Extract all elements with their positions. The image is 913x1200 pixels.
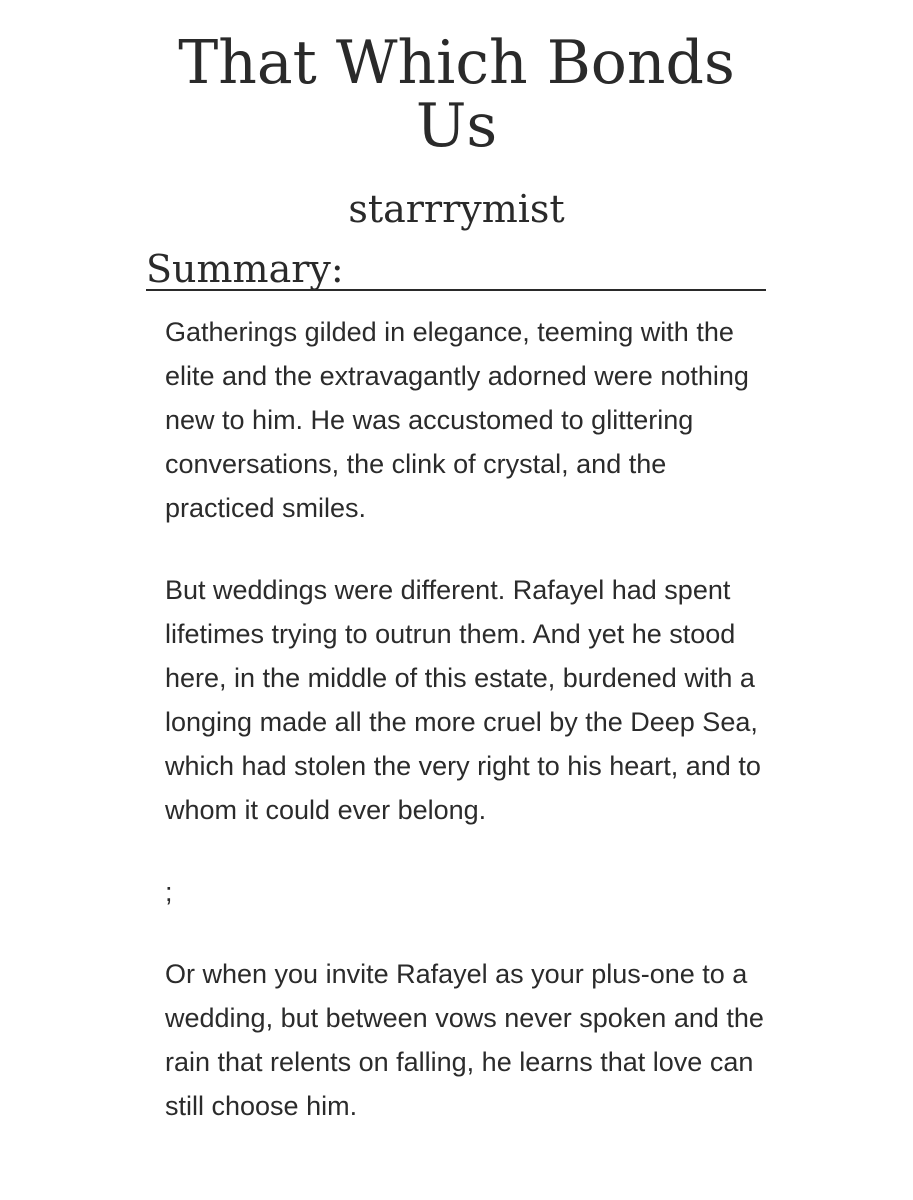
summary-paragraph: Gatherings gilded in elegance, teeming with the elite and the extravagantly adorned were nothing new to him. He was accustomed to glittering conversations, the clink of crystal, and the practiced smiles. bbox=[165, 317, 749, 523]
author-name[interactable]: starrrymist bbox=[348, 187, 565, 231]
summary-heading: Summary: bbox=[146, 245, 766, 291]
work-title: That Which Bonds Us bbox=[178, 28, 735, 161]
summary-paragraph: Or when you invite Rafayel as your plus-one to a wedding, but between vows never spoken and the rain that relents on falling, he learns that love can still choose him. bbox=[165, 959, 764, 1121]
summary-separator: ; bbox=[165, 877, 173, 907]
summary-body bbox=[165, 310, 765, 1166]
summary-paragraph: But weddings were different. Rafayel had spent lifetimes trying to outrun them. And yet he stood here, in the middle of this estate, burdened with a longing made all the more cruel by the Deep Sea, which had stolen the very right to his heart, and to whom it could ever belong. bbox=[165, 575, 761, 825]
